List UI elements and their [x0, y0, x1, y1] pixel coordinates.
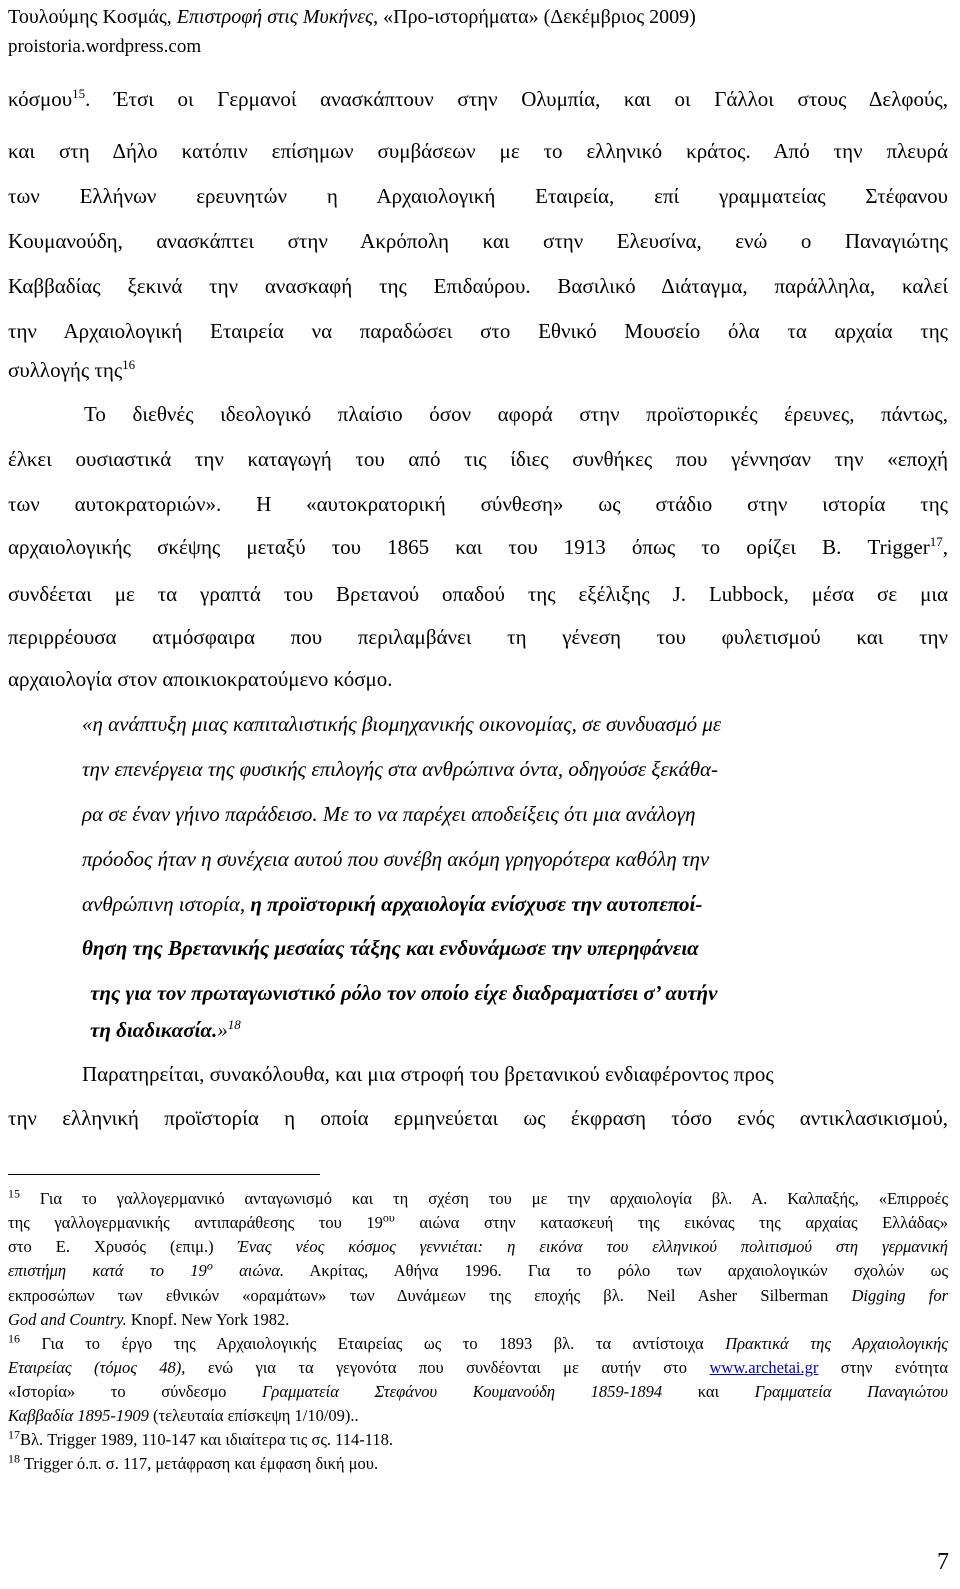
- header-series: , «Προ-ιστορήματα» (Δεκέμβριος 2009): [373, 6, 696, 28]
- footnote-line: στο Ε. Χρυσός (επιμ.) Ένας νέος κόσμος γεννιέται: η εικόνα του ελληνικού πολιτισμού στη γερμανική: [8, 1237, 948, 1256]
- body-line: των Ελλήνων ερευνητών η Αρχαιολογική Εταιρεία, επί γραμματείας Στέφανου: [8, 184, 948, 208]
- quote-line: τη διαδικασία.»$^{18}$: [90, 1017, 241, 1042]
- footnote-18: $^{18}$ Trigger ό.π. σ. 117, μετάφραση και έμφαση δική μου.: [8, 1451, 379, 1473]
- footnote-line: επιστήμη κατά το 19$^o$ αιώνα. Ακρίτας, Αθήνα 1996. Για το ρόλο των αρχαιολογικών σχολών ως: [8, 1258, 948, 1280]
- footnote-ref-17[interactable]: 17: [929, 534, 943, 549]
- paragraph-start: Παρατηρείται, συνακόλουθα, και μια στροφή του βρετανικού ενδιαφέροντος προς: [82, 1062, 774, 1086]
- header-line-1: [8, 2, 696, 32]
- footnote-16: $^{16}$ Για το έργο της Αρχαιολογικής Εταιρείας ως το 1893 βλ. τα αντίστοιχα Πρακτικά της Αρχαιολογικής: [8, 1331, 948, 1353]
- footnote-line: Εταιρείας (τόμος 48), ενώ για τα γεγονότα που συνδέονται με αυτήν στο www.archetai.gr στην ενότητα: [8, 1358, 949, 1377]
- body-line: αρχαιολογικής σκέψης μεταξύ του 1865 και του 1913 όπως το ορίζει Β. Trigger$^{17}$,: [8, 534, 948, 559]
- quote-line: την επενέργεια της φυσικής επιλογής στα ανθρώπινα όντα, οδηγούσε ξεκάθα-: [82, 757, 719, 781]
- body-line: των αυτοκρατοριών». Η «αυτοκρατορική σύνθεση» ως στάδιο στην ιστορία της: [8, 492, 948, 516]
- body-line: συλλογής της$^{16}$: [8, 357, 136, 382]
- archetai-link[interactable]: www.archetai.gr: [709, 1358, 819, 1377]
- footnote-line: εκπροσώπων των εθνικών «οραμάτων» των Δυνάμεων της εποχής βλ. Neil Asher Silberman Digging for: [8, 1286, 948, 1305]
- quote-line: ανθρώπινη ιστορία, η προϊστορική αρχαιολογία ενίσχυσε την αυτοπεποί-: [82, 892, 703, 916]
- body-line: έλκει ουσιαστικά την καταγωγή του από τις ίδιες συνθήκες που γέννησαν την «εποχή: [8, 447, 948, 471]
- quote-line: «η ανάπτυξη μιας καπιταλιστικής βιομηχανικής οικονομίας, σε συνδυασμό με: [82, 712, 722, 736]
- body-line: και στη Δήλο κατόπιν επίσημων συμβάσεων με το ελληνικό κράτος. Από την πλευρά: [8, 139, 948, 163]
- quote-line: ρα σε έναν γήινο παράδεισο. Με το να παρέχει αποδείξεις ότι μια ανάλογη: [82, 802, 696, 826]
- body-line: αρχαιολογία στον αποικιοκρατούμενο κόσμο.: [8, 667, 393, 691]
- footnote-ref-15[interactable]: 15: [72, 86, 86, 101]
- body-line: κόσμου$^{15}$. Έτσι οι Γερμανοί ανασκάπτουν στην Ολυμπία, και οι Γάλλοι στους Δελφούς,: [8, 86, 948, 111]
- quote-line: θηση της Βρετανικής μεσαίας τάξης και ενδυνάμωσε την υπερηφάνεια: [82, 936, 699, 960]
- page-number: 7: [937, 1549, 949, 1575]
- footnote-line: Καββαδία 1895-1909 (τελευταία επίσκεψη 1/10/09)..: [8, 1406, 359, 1425]
- quote-line: της για τον πρωταγωνιστικό ρόλο τον οποίο είχε διαδραματίσει σ’ αυτήν: [90, 981, 718, 1005]
- header-site: proistoria.wordpress.com: [8, 36, 202, 57]
- body-line: Καββαδίας ξεκινά την ανασκαφή της Επιδαύρου. Βασιλικό Διάταγμα, παράλληλα, καλεί: [8, 274, 948, 298]
- body-line: την Αρχαιολογική Εταιρεία να παραδώσει στο Εθνικό Μουσείο όλα τα αρχαία της: [8, 319, 948, 343]
- body-line: συνδέεται με τα γραπτά του Βρετανού οπαδού της εξέλιξης J. Lubbock, μέσα σε μια: [8, 582, 948, 606]
- paragraph-start: Το διεθνές ιδεολογικό πλαίσιο όσον αφορά στην προϊστορικές έρευνες, πάντως,: [84, 402, 948, 426]
- body-line: Κουμανούδη, ανασκάπτει στην Ακρόπολη και στην Ελευσίνα, ενώ ο Παναγιώτης: [8, 229, 948, 253]
- footnote-ref-16[interactable]: 16: [122, 357, 136, 372]
- body-line: περιρρέουσα ατμόσφαιρα που περιλαμβάνει τη γένεση του φυλετισμού και την: [8, 625, 948, 649]
- footnote-line: της γαλλογερμανικής αντιπαράθεσης του 19$^{o\upsilon}$ αιώνα στην κατασκευή της εικόνας της αρχαίας Ελλάδας»: [8, 1210, 948, 1232]
- footnote-separator: [8, 1174, 320, 1175]
- footnote-15: $^{15}$ Για το γαλλογερμανικό ανταγωνισμό και τη σχέση του με την αρχαιολογία βλ. Α. Καλπαξής, «Επιρροές: [8, 1186, 949, 1208]
- footnote-17: $^{17}$Βλ. Trigger 1989, 110-147 και ιδιαίτερα τις σς. 114-118.: [8, 1427, 394, 1449]
- footnote-line: «Ιστορία» το σύνδεσμο Γραμματεία Στεφάνου Κουμανούδη 1859-1894 και Γραμματεία Παναγιώτου: [8, 1382, 948, 1401]
- footnote-line: God and Country. Knopf. New York 1982.: [8, 1310, 290, 1329]
- header-author: Τουλούμης Κοσμάς,: [8, 6, 177, 28]
- header-title: Επιστροφή στις Μυκήνες: [176, 6, 374, 28]
- body-line: την ελληνική προϊστορία η οποία ερμηνεύεται ως έκφραση τόσο ενός αντικλασικισμού,: [8, 1106, 948, 1130]
- footnote-ref-18[interactable]: 18: [227, 1017, 241, 1032]
- running-header: [8, 2, 696, 62]
- quote-line: πρόοδος ήταν η συνέχεια αυτού που συνέβη ακόμη γρηγορότερα καθόλη την: [82, 847, 710, 871]
